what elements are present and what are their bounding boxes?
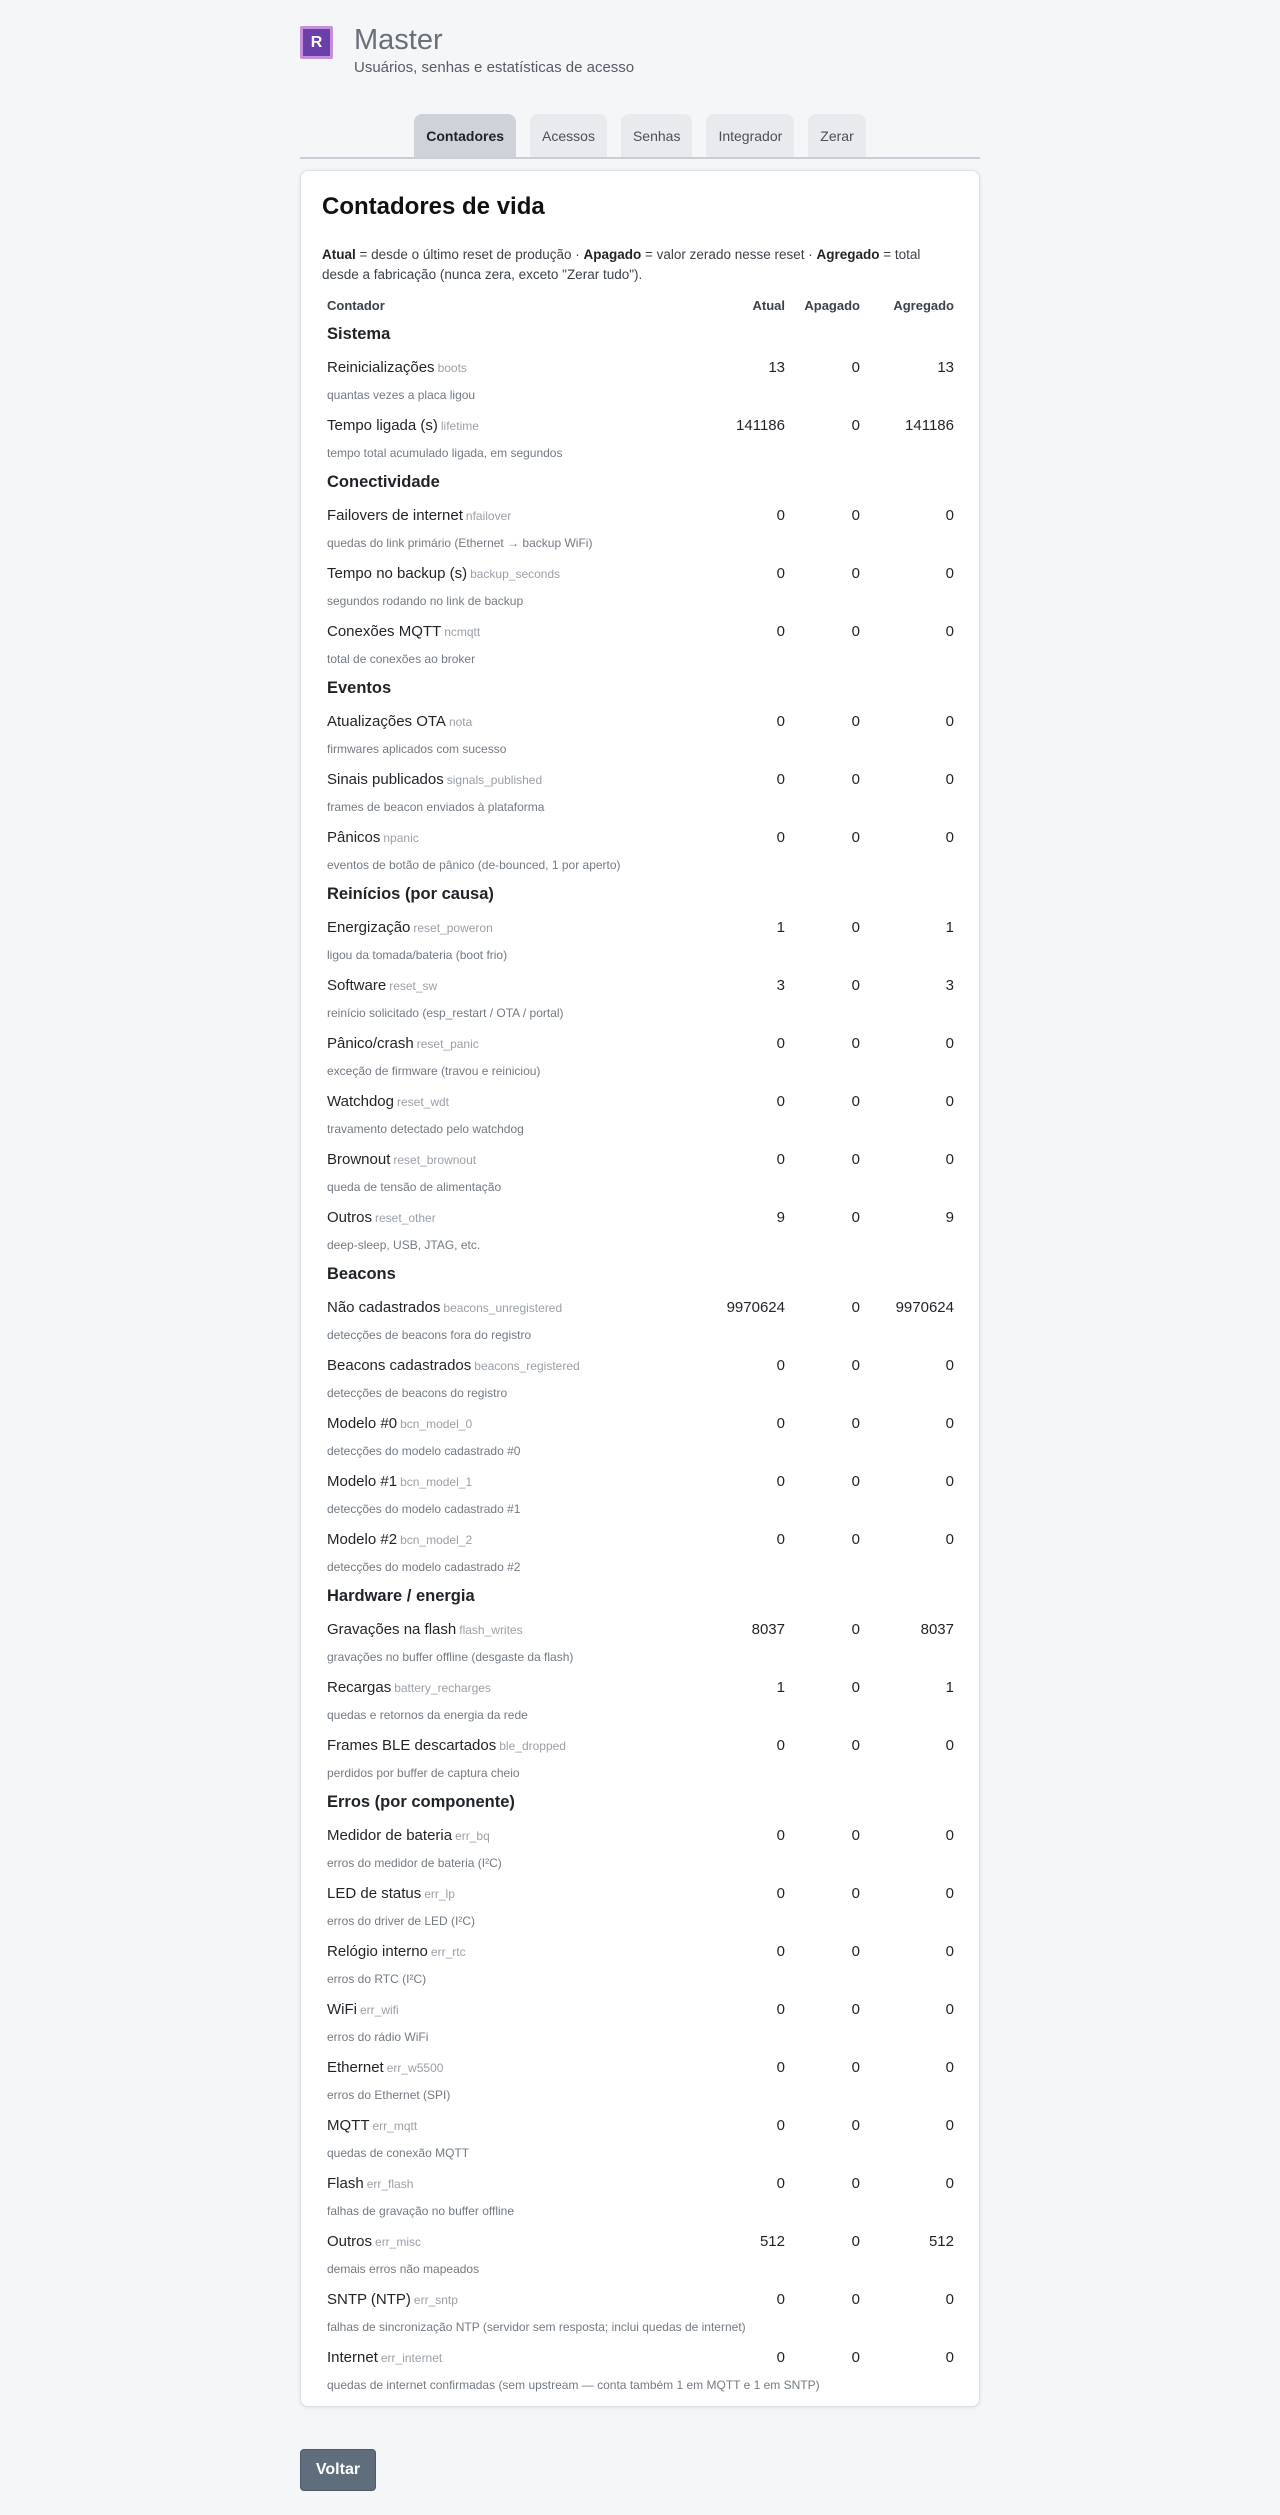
counter-key: err_lp <box>424 1887 455 1901</box>
counter-value-current: 0 <box>776 565 785 582</box>
counter-label-cell <box>327 771 542 788</box>
counter-description: reinício solicitado (esp_restart / OTA / portal) <box>327 1006 564 1020</box>
counter-row <box>322 761 957 819</box>
counter-value-erased: 0 <box>851 417 860 434</box>
counter-name: Tempo ligada (s) <box>327 417 438 434</box>
counter-value-current: 0 <box>776 1035 785 1052</box>
counter-row <box>322 1405 957 1463</box>
counter-row <box>322 1025 957 1083</box>
counter-value-erased: 0 <box>851 1943 860 1960</box>
counter-name: Atualizações OTA <box>327 713 446 730</box>
counter-value-erased: 0 <box>851 2059 860 2076</box>
counter-value-aggregate: 0 <box>945 1357 954 1374</box>
counter-label-cell <box>327 2175 413 2192</box>
counter-label-cell <box>327 713 472 730</box>
counter-key: ncmqtt <box>444 625 481 639</box>
counter-row <box>322 497 957 555</box>
counter-row <box>322 2107 957 2165</box>
counter-label-cell <box>327 1679 491 1696</box>
counter-label-cell <box>327 2059 443 2076</box>
tab-contadores[interactable]: Contadores <box>414 114 516 157</box>
counter-value-current: 9 <box>776 1209 785 1226</box>
counter-key: err_sntp <box>413 2293 458 2307</box>
counter-value-erased: 0 <box>851 1473 860 1490</box>
section-title: Conectividade <box>327 473 440 491</box>
counter-label-cell <box>327 1151 476 1168</box>
counter-value-current: 0 <box>776 829 785 846</box>
counter-key: err_internet <box>380 2351 443 2365</box>
counter-row <box>322 2339 957 2397</box>
legend-text <box>322 245 952 285</box>
counter-value-aggregate: 0 <box>945 623 954 640</box>
counter-value-current: 0 <box>776 1357 785 1374</box>
counter-value-erased: 0 <box>851 1827 860 1844</box>
counter-description: quedas do link primário (Ethernet → backup WiFi) <box>327 536 593 550</box>
counter-description: detecções do modelo cadastrado #2 <box>327 1560 521 1574</box>
counter-value-current: 13 <box>768 359 785 376</box>
counter-value-erased: 0 <box>851 1737 860 1754</box>
counter-label-cell <box>327 1737 566 1754</box>
counter-value-aggregate: 0 <box>945 2117 954 2134</box>
counter-key: lifetime <box>440 419 479 433</box>
counter-label-cell <box>327 1357 580 1374</box>
counter-description: detecções do modelo cadastrado #0 <box>327 1444 521 1458</box>
counter-label-cell <box>327 919 493 936</box>
counter-label-cell <box>327 2291 458 2308</box>
counter-description: queda de tensão de alimentação <box>327 1180 502 1194</box>
counter-description: ligou da tomada/bateria (boot frio) <box>327 948 508 962</box>
counter-name: Frames BLE descartados <box>327 1737 497 1754</box>
counter-row <box>322 967 957 1025</box>
legend-apagado-text: = valor zerado nesse reset · <box>641 247 817 262</box>
counter-value-aggregate: 0 <box>945 1151 954 1168</box>
counter-key: ble_dropped <box>499 1739 566 1753</box>
counter-row <box>322 1521 957 1579</box>
counter-row <box>322 703 957 761</box>
counter-value-current: 0 <box>776 1093 785 1110</box>
counter-value-aggregate: 0 <box>945 2349 954 2366</box>
counter-label-cell <box>327 2001 399 2018</box>
counter-value-erased: 0 <box>851 1415 860 1432</box>
counter-value-current: 0 <box>776 1473 785 1490</box>
counter-name: Modelo #2 <box>327 1531 398 1548</box>
counter-row <box>322 2281 957 2339</box>
counter-key: boots <box>437 361 467 375</box>
app-logo: R <box>300 26 333 59</box>
counter-label-cell <box>327 2233 421 2250</box>
counter-label-cell <box>327 1885 455 1902</box>
page-title: Master <box>354 24 443 56</box>
counter-name: MQTT <box>327 2117 370 2134</box>
counter-label-cell <box>327 2349 442 2366</box>
counter-value-aggregate: 0 <box>945 2001 954 2018</box>
counter-label-cell <box>327 1531 472 1548</box>
counter-name: Ethernet <box>327 2059 384 2076</box>
card-title: Contadores de vida <box>322 193 545 220</box>
counter-value-erased: 0 <box>851 977 860 994</box>
counter-label-cell <box>327 1943 466 1960</box>
counter-value-aggregate: 0 <box>945 829 954 846</box>
counter-description: quedas de conexão MQTT <box>327 2146 470 2160</box>
section-title: Hardware / energia <box>327 1587 475 1605</box>
counter-name: Pânicos <box>327 829 381 846</box>
tab-integrador[interactable]: Integrador <box>706 114 794 157</box>
counter-label-cell <box>327 1415 472 1432</box>
counter-row <box>322 2165 957 2223</box>
counter-label-cell <box>327 1093 449 1110</box>
counter-value-aggregate: 0 <box>945 2059 954 2076</box>
counter-label-cell <box>327 829 419 846</box>
counter-value-erased: 0 <box>851 713 860 730</box>
counter-row <box>322 407 957 465</box>
counter-name: Gravações na flash <box>327 1621 457 1638</box>
counter-value-current: 512 <box>759 2233 785 2250</box>
counter-row <box>322 613 957 671</box>
counter-value-current: 0 <box>776 2175 785 2192</box>
column-header-current: Atual <box>752 298 785 313</box>
counter-row <box>322 349 957 407</box>
counter-value-current: 0 <box>776 2059 785 2076</box>
counters-card <box>300 170 980 2407</box>
counter-key: reset_brownout <box>393 1153 477 1167</box>
counter-name: Energização <box>327 919 411 936</box>
counter-value-erased: 0 <box>851 1299 860 1316</box>
counter-value-aggregate: 9 <box>945 1209 954 1226</box>
counter-value-erased: 0 <box>851 2001 860 2018</box>
counter-key: err_bq <box>455 1829 490 1843</box>
counter-value-current: 1 <box>776 919 785 936</box>
counter-key: signals_published <box>446 773 543 787</box>
counter-row <box>322 555 957 613</box>
counter-name: Não cadastrados <box>327 1299 441 1316</box>
counter-value-aggregate: 9970624 <box>895 1299 954 1316</box>
counter-key: reset_panic <box>416 1037 479 1051</box>
counter-row <box>322 2223 957 2281</box>
counter-value-erased: 0 <box>851 1357 860 1374</box>
counter-label-cell <box>327 1621 523 1638</box>
counter-row <box>322 2049 957 2107</box>
counter-value-erased: 0 <box>851 1151 860 1168</box>
counter-value-current: 0 <box>776 2001 785 2018</box>
counter-label-cell <box>327 565 560 582</box>
counter-description: total de conexões ao broker <box>327 652 476 666</box>
counter-row <box>322 909 957 967</box>
counter-value-erased: 0 <box>851 2117 860 2134</box>
counter-key: err_rtc <box>430 1945 466 1959</box>
counter-value-erased: 0 <box>851 2233 860 2250</box>
counter-description: segundos rodando no link de backup <box>327 594 524 608</box>
counter-row <box>322 1933 957 1991</box>
counter-value-current: 0 <box>776 713 785 730</box>
counter-key: battery_recharges <box>394 1681 491 1695</box>
counter-label-cell <box>327 507 511 524</box>
legend-agregado-term: Agregado <box>816 247 880 262</box>
counter-description: deep-sleep, USB, JTAG, etc. <box>327 1238 481 1252</box>
counter-description: detecções de beacons fora do registro <box>327 1328 532 1342</box>
counter-description: erros do Ethernet (SPI) <box>327 2088 451 2102</box>
counter-value-aggregate: 1 <box>945 1679 954 1696</box>
counter-description: eventos de botão de pânico (de-bounced, 1 por aperto) <box>327 858 621 872</box>
counter-description: quantas vezes a placa ligou <box>327 388 476 402</box>
counter-description: quedas de internet confirmadas (sem upstream — conta também 1 em MQTT e 1 em SNTP) <box>327 2378 820 2392</box>
counter-value-aggregate: 0 <box>945 1827 954 1844</box>
counter-name: Brownout <box>327 1151 391 1168</box>
counter-value-erased: 0 <box>851 2175 860 2192</box>
counter-description: erros do driver de LED (I²C) <box>327 1914 476 1928</box>
counter-description: falhas de sincronização NTP (servidor sem resposta; inclui quedas de internet) <box>327 2320 746 2334</box>
counter-name: Modelo #0 <box>327 1415 398 1432</box>
counter-value-current: 0 <box>776 1885 785 1902</box>
counter-row <box>322 819 957 877</box>
counter-description: exceção de firmware (travou e reiniciou) <box>327 1064 541 1078</box>
counter-description: detecções do modelo cadastrado #1 <box>327 1502 521 1516</box>
counter-value-aggregate: 1 <box>945 919 954 936</box>
counter-value-current: 0 <box>776 2291 785 2308</box>
counter-name: Relógio interno <box>327 1943 428 1960</box>
counter-description: gravações no buffer offline (desgaste da flash) <box>327 1650 574 1664</box>
counter-key: nfailover <box>465 509 512 523</box>
counter-key: err_misc <box>375 2235 422 2249</box>
counter-description: quedas e retornos da energia da rede <box>327 1708 528 1722</box>
counter-key: err_w5500 <box>386 2061 444 2075</box>
counter-value-erased: 0 <box>851 2291 860 2308</box>
counter-value-erased: 0 <box>851 829 860 846</box>
counter-key: beacons_unregistered <box>443 1301 563 1315</box>
counter-name: Reinicializações <box>327 359 435 376</box>
counter-label-cell <box>327 1209 436 1226</box>
counter-value-aggregate: 3 <box>945 977 954 994</box>
counter-row <box>322 1463 957 1521</box>
counter-row <box>322 1817 957 1875</box>
counter-value-current: 0 <box>776 1943 785 1960</box>
tab-senhas[interactable]: Senhas <box>621 114 692 157</box>
counter-row <box>322 1875 957 1933</box>
column-header-name: Contador <box>327 298 385 313</box>
counter-name: Watchdog <box>327 1093 394 1110</box>
counter-value-erased: 0 <box>851 1679 860 1696</box>
counter-key: reset_poweron <box>413 921 493 935</box>
section-title: Beacons <box>327 1265 396 1283</box>
counter-label-cell <box>327 1035 479 1052</box>
legend-atual-text: = desde o último reset de produção · <box>355 247 584 262</box>
counter-value-aggregate: 0 <box>945 1473 954 1490</box>
counter-value-current: 0 <box>776 623 785 640</box>
tab-zerar[interactable]: Zerar <box>808 114 865 157</box>
counter-value-current: 3 <box>776 977 785 994</box>
counter-key: beacons_registered <box>474 1359 580 1373</box>
counter-value-aggregate: 0 <box>945 713 954 730</box>
counter-row <box>322 1347 957 1405</box>
counter-key: reset_sw <box>389 979 438 993</box>
section-title: Erros (por componente) <box>327 1793 515 1811</box>
counter-label-cell <box>327 1827 490 1844</box>
counter-value-current: 0 <box>776 1415 785 1432</box>
counter-key: bcn_model_1 <box>400 1475 473 1489</box>
counter-key: nota <box>448 715 473 729</box>
counter-key: bcn_model_2 <box>400 1533 473 1547</box>
counter-description: travamento detectado pelo watchdog <box>327 1122 524 1136</box>
counter-value-current: 8037 <box>751 1621 785 1638</box>
counter-value-erased: 0 <box>851 1035 860 1052</box>
counter-description: demais erros não mapeados <box>327 2262 480 2276</box>
counter-description: perdidos por buffer de captura cheio <box>327 1766 520 1780</box>
counter-label-cell <box>327 977 437 994</box>
counter-value-current: 9970624 <box>726 1299 785 1316</box>
counter-value-erased: 0 <box>851 1093 860 1110</box>
page-subtitle: Usuários, senhas e estatísticas de acesso <box>354 59 635 76</box>
counter-value-erased: 0 <box>851 507 860 524</box>
counter-description: erros do medidor de bateria (I²C) <box>327 1856 502 1870</box>
counter-value-erased: 0 <box>851 1885 860 1902</box>
legend-apagado-term: Apagado <box>583 247 642 262</box>
counter-value-current: 141186 <box>736 417 785 434</box>
counter-value-aggregate: 0 <box>945 2175 954 2192</box>
counter-name: Failovers de internet <box>327 507 463 524</box>
counter-value-current: 0 <box>776 2117 785 2134</box>
counter-description: firmwares aplicados com sucesso <box>327 742 507 756</box>
counter-name: Sinais publicados <box>327 771 444 788</box>
counter-value-aggregate: 8037 <box>920 1621 954 1638</box>
counter-value-aggregate: 0 <box>945 1737 954 1754</box>
counter-value-erased: 0 <box>851 565 860 582</box>
counter-description: erros do RTC (I²C) <box>327 1972 427 1986</box>
counter-value-aggregate: 13 <box>937 359 954 376</box>
counter-value-erased: 0 <box>851 1531 860 1548</box>
counter-key: reset_other <box>375 1211 436 1225</box>
counter-value-current: 0 <box>776 771 785 788</box>
counter-name: Conexões MQTT <box>327 623 442 640</box>
counter-name: SNTP (NTP) <box>327 2291 411 2308</box>
table-header <box>322 295 957 317</box>
counter-value-current: 0 <box>776 1737 785 1754</box>
counter-value-erased: 0 <box>851 919 860 936</box>
counter-description: frames de beacon enviados à plataforma <box>327 800 545 814</box>
counter-value-aggregate: 0 <box>945 565 954 582</box>
counter-value-aggregate: 0 <box>945 1415 954 1432</box>
counter-name: Outros <box>327 1209 373 1226</box>
column-header-erased: Apagado <box>804 298 860 313</box>
counter-label-cell <box>327 623 480 640</box>
counter-row <box>322 1289 957 1347</box>
counter-value-aggregate: 0 <box>945 1531 954 1548</box>
counter-row <box>322 1083 957 1141</box>
counter-name: Software <box>327 977 387 994</box>
counter-label-cell <box>327 1473 472 1490</box>
counter-row <box>322 1611 957 1669</box>
counter-name: Internet <box>327 2349 378 2366</box>
counter-key: backup_seconds <box>470 567 561 581</box>
counter-name: Beacons cadastrados <box>327 1357 472 1374</box>
counter-value-erased: 0 <box>851 1209 860 1226</box>
counter-value-aggregate: 0 <box>945 1035 954 1052</box>
counter-row <box>322 1199 957 1257</box>
counter-name: Flash <box>327 2175 364 2192</box>
counter-value-aggregate: 0 <box>945 771 954 788</box>
section-title: Eventos <box>327 679 392 697</box>
counter-key: err_flash <box>366 2177 414 2191</box>
counter-value-aggregate: 0 <box>945 1885 954 1902</box>
legend-agregado-text: = total desde a fabricação (nunca zera, exceto "Zerar tudo"). <box>322 247 921 282</box>
counter-name: Tempo no backup (s) <box>327 565 468 582</box>
counter-description: detecções de beacons do registro <box>327 1386 508 1400</box>
counter-name: Outros <box>327 2233 373 2250</box>
counter-row <box>322 1727 957 1785</box>
counter-row <box>322 1669 957 1727</box>
counter-value-current: 0 <box>776 507 785 524</box>
counter-value-aggregate: 0 <box>945 2291 954 2308</box>
tab-acessos[interactable]: Acessos <box>530 114 607 157</box>
counter-value-current: 0 <box>776 1827 785 1844</box>
counter-value-current: 0 <box>776 1151 785 1168</box>
counter-value-erased: 0 <box>851 1621 860 1638</box>
legend-atual-term: Atual <box>322 247 356 262</box>
counter-name: Medidor de bateria <box>327 1827 453 1844</box>
counter-name: Modelo #1 <box>327 1473 398 1490</box>
counter-value-current: 1 <box>776 1679 785 1696</box>
counter-value-aggregate: 512 <box>928 2233 954 2250</box>
back-button[interactable]: Voltar <box>300 2449 376 2491</box>
counter-name: Pânico/crash <box>327 1035 414 1052</box>
counter-name: Recargas <box>327 1679 392 1696</box>
counter-value-aggregate: 0 <box>945 1093 954 1110</box>
counter-value-erased: 0 <box>851 2349 860 2366</box>
counter-name: WiFi <box>327 2001 357 2018</box>
counter-key: npanic <box>383 831 419 845</box>
counter-label-cell <box>327 1299 562 1316</box>
counter-row <box>322 1141 957 1199</box>
counter-value-current: 0 <box>776 1531 785 1548</box>
section-title: Reinícios (por causa) <box>327 885 494 903</box>
section-title: Sistema <box>327 325 391 343</box>
counter-value-aggregate: 0 <box>945 1943 954 1960</box>
counter-value-erased: 0 <box>851 623 860 640</box>
counter-description: erros do rádio WiFi <box>327 2030 429 2044</box>
counter-key: flash_writes <box>459 1623 523 1637</box>
counter-key: err_wifi <box>360 2003 399 2017</box>
counter-key: bcn_model_0 <box>400 1417 473 1431</box>
column-header-aggregate: Agregado <box>893 298 954 313</box>
counter-value-aggregate: 0 <box>945 507 954 524</box>
counter-name: LED de status <box>327 1885 422 1902</box>
counter-description: falhas de gravação no buffer offline <box>327 2204 515 2218</box>
counter-value-aggregate: 141186 <box>905 417 954 434</box>
counter-value-erased: 0 <box>851 359 860 376</box>
counter-label-cell <box>327 359 467 376</box>
counter-key: err_mqtt <box>372 2119 418 2133</box>
counter-key: reset_wdt <box>396 1095 450 1109</box>
counter-label-cell <box>327 417 479 434</box>
counter-value-erased: 0 <box>851 771 860 788</box>
tab-bar <box>300 114 980 159</box>
counter-label-cell <box>327 2117 417 2134</box>
counter-description: tempo total acumulado ligada, em segundos <box>327 446 563 460</box>
counter-row <box>322 1991 957 2049</box>
counter-value-current: 0 <box>776 2349 785 2366</box>
counters-table <box>322 295 957 2397</box>
